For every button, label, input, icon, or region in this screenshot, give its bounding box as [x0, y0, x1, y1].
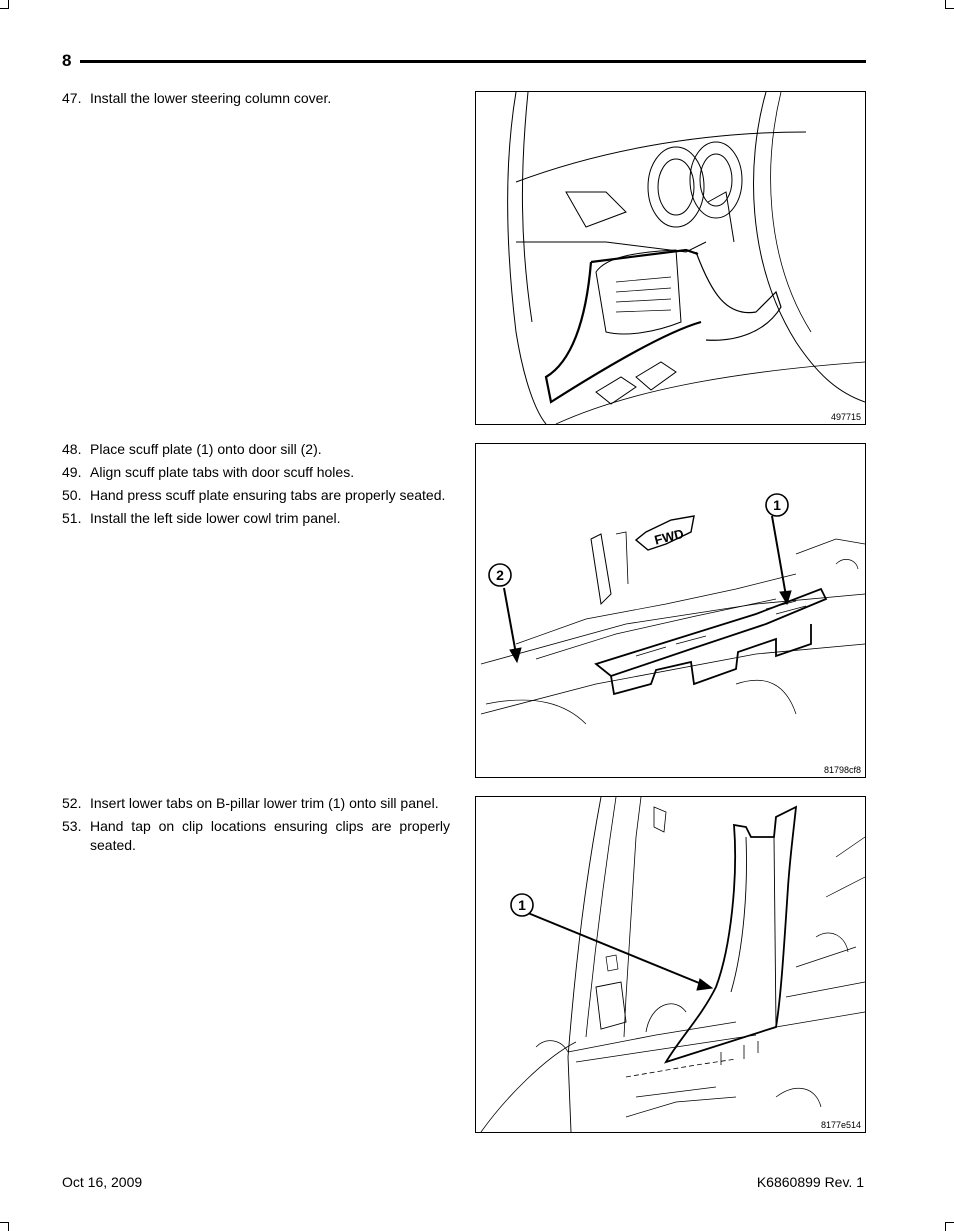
callout-1: 1 [518, 897, 526, 913]
step-number: 53. [62, 818, 82, 834]
step-list-1 [62, 89, 450, 112]
b-pillar-illustration [476, 797, 865, 1132]
step-item [62, 794, 450, 813]
figure-scuff-plate [475, 443, 866, 778]
crop-mark-bottom-left [0, 1222, 9, 1231]
step-item [62, 486, 450, 505]
figure-id: 8177e514 [820, 1120, 861, 1130]
step-item [62, 817, 450, 855]
page-number: 8 [62, 51, 72, 70]
callout-2: 2 [496, 567, 504, 583]
step-text: Hand press scuff plate ensuring tabs are properly seated. [90, 487, 446, 503]
step-number: 51. [62, 510, 82, 526]
crop-mark-top-left [0, 0, 9, 9]
step-item [62, 89, 450, 108]
step-number: 50. [62, 487, 82, 503]
step-text: Install the lower steering column cover. [90, 90, 332, 106]
step-text: Hand tap on clip locations ensuring clips are properly seated. [90, 818, 450, 853]
step-text: Place scuff plate (1) onto door sill (2). [90, 441, 322, 457]
step-number: 47. [62, 90, 82, 106]
step-number: 52. [62, 795, 82, 811]
callout-1: 1 [773, 497, 781, 513]
step-list-3 [62, 794, 450, 859]
figure-id: 81798cf8 [823, 765, 861, 775]
scuff-plate-illustration [476, 444, 865, 777]
step-text: Align scuff plate tabs with door scuff holes. [90, 464, 355, 480]
steering-column-illustration [476, 92, 865, 424]
step-text: Insert lower tabs on B-pillar lower trim (1) onto sill panel. [90, 795, 439, 811]
footer-doc-id: K6860899 Rev. 1 [756, 1174, 864, 1190]
step-number: 49. [62, 464, 82, 480]
step-item [62, 463, 450, 482]
figure-id: 497715 [830, 412, 861, 422]
step-list-2 [62, 440, 450, 532]
step-text: Install the left side lower cowl trim panel. [90, 510, 341, 526]
crop-mark-top-right [945, 0, 954, 9]
step-item [62, 509, 450, 528]
footer-date: Oct 16, 2009 [62, 1174, 143, 1190]
figure-steering-column-cover [475, 91, 866, 425]
header-rule [80, 60, 866, 63]
figure-b-pillar-trim [475, 796, 866, 1133]
step-item [62, 440, 450, 459]
step-number: 48. [62, 441, 82, 457]
crop-mark-bottom-right [945, 1222, 954, 1231]
fwd-label: FWD [652, 525, 686, 548]
